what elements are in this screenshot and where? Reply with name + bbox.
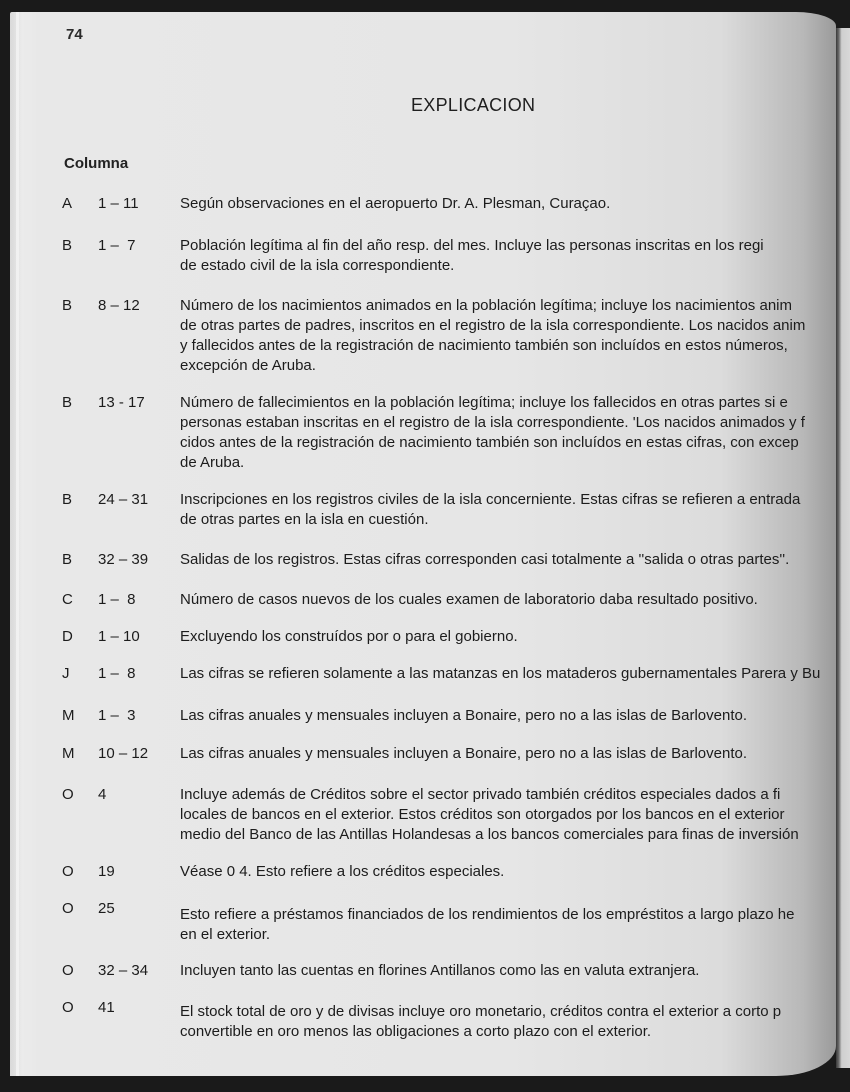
entry-description: Véase 0 4. Esto refiere a los créditos especiales. — [180, 863, 505, 880]
entry-description: Incluyen tanto las cuentas en florines Antillanos como las en valuta extranjera. — [180, 962, 700, 979]
entry-description: Según observaciones en el aeropuerto Dr. A. Plesman, Curaçao. — [180, 195, 611, 212]
entry-description: Las cifras anuales y mensuales incluyen a Bonaire, pero no a las islas de Barlovento. — [180, 745, 747, 762]
entry-code: M — [62, 745, 75, 762]
entry-code: D — [62, 628, 73, 645]
entry-range: 1 – 7 — [98, 237, 136, 254]
entry-code: M — [62, 707, 75, 724]
entry-range: 24 – 31 — [98, 491, 149, 508]
entry-description: Población legítima al fin del año resp. del mes. Incluye las personas inscritas en los regi de estado civil de la isla correspondiente. — [180, 237, 764, 274]
entry-code: O — [62, 999, 74, 1016]
entry-range: 10 – 12 — [98, 745, 149, 762]
entry-range: 8 – 12 — [98, 297, 140, 314]
entry-description: Las cifras anuales y mensuales incluyen a Bonaire, pero no a las islas de Barlovento. — [180, 707, 747, 724]
entry-description: Número de los nacimientos animados en la población legítima; incluye los nacimientos anim de otras partes de padres, inscritos en el registro de la isla correspondiente. Los nacidos anim y fallecidos antes de la registración de nacimiento también son incluídos en estos números, excepción de Aruba. — [180, 297, 806, 374]
entry-description: Excluyendo los construídos por o para el gobierno. — [180, 628, 518, 645]
entry-range: 1 – 8 — [98, 665, 136, 682]
entry-code: O — [62, 900, 74, 917]
entry-range: 32 – 34 — [98, 962, 149, 979]
entry-description: Número de fallecimientos en la población legítima; incluye los fallecidos en otras partes si e personas estaban inscritas en el registro de la isla correspondiente. 'Los nacidos animados y f cidos antes de la registración de nacimiento también son incluídos en estas cifras, con excep de Aruba. — [180, 394, 805, 471]
entry-code: O — [62, 863, 74, 880]
entry-range: 19 — [98, 863, 115, 880]
entry-range: 1 – 10 — [98, 628, 140, 645]
entry-code: B — [62, 394, 73, 411]
entry-code: C — [62, 591, 73, 608]
entry-range: 25 — [98, 900, 115, 917]
entry-description: Esto refiere a préstamos financiados de los rendimientos de los empréstitos a largo plazo he en el exterior. — [180, 906, 795, 943]
entry-range: 1 – 3 — [98, 707, 136, 724]
entry-code: O — [62, 786, 74, 803]
entry-description: Incluye además de Créditos sobre el sector privado también créditos especiales dados a fi locales de bancos en el exterior. Estos créditos son otorgados por los bancos en el exterior medio del Banco de las Antillas Holandesas a los bancos comerciales para finas de inversión — [180, 786, 799, 843]
entry-description: Las cifras se refieren solamente a las matanzas en los mataderos gubernamentales Parera y Bu — [180, 665, 821, 682]
page-edge — [16, 12, 19, 1076]
entry-description: Número de casos nuevos de los cuales examen de laboratorio daba resultado positivo. — [180, 591, 758, 608]
entry-code: B — [62, 237, 73, 254]
entry-code: J — [62, 665, 70, 682]
entry-range: 13 - 17 — [98, 394, 145, 411]
entry-code: B — [62, 551, 73, 568]
entry-description: Inscripciones en los registros civiles de la isla concerniente. Estas cifras se refieren a entrada de otras partes en la isla en cuestión. — [180, 491, 801, 528]
page-number: 74 — [66, 26, 83, 43]
entry-code: B — [62, 491, 73, 508]
entry-range: 1 – 8 — [98, 591, 136, 608]
entry-range: 41 — [98, 999, 115, 1016]
page-title: EXPLICACION — [411, 95, 536, 115]
entry-code: A — [62, 195, 73, 212]
column-header: Columna — [64, 155, 129, 172]
entry-description: Salidas de los registros. Estas cifras corresponden casi totalmente a ''salida o otras partes''. — [180, 551, 790, 568]
entry-range: 4 — [98, 786, 107, 803]
entry-range: 32 – 39 — [98, 551, 149, 568]
entry-description: El stock total de oro y de divisas incluye oro monetario, créditos contra el exterior a corto p convertible en oro menos las obligaciones a corto plazo con el exterior. — [180, 1003, 782, 1040]
entry-code: O — [62, 962, 74, 979]
entry-code: B — [62, 297, 73, 314]
entry-range: 1 – 11 — [98, 195, 139, 212]
